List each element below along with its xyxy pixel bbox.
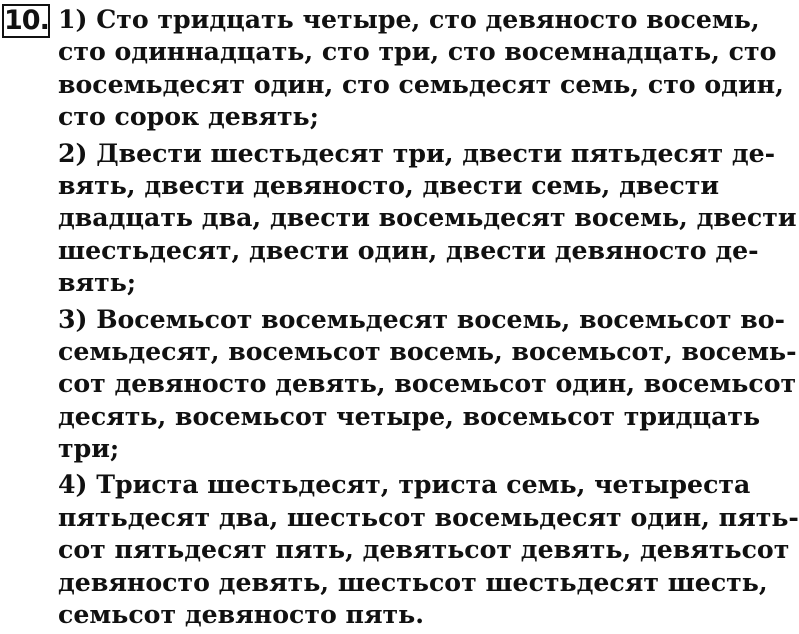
text-line: восемьдесят один, сто семьдесят семь, сто один, xyxy=(58,68,784,99)
text-line: вять, двести девяносто, двести семь, двести xyxy=(58,169,720,200)
text-line: сот пятьдесят пять, девятьсот девять, девятьсот xyxy=(58,534,790,565)
exercise-item-2 xyxy=(58,137,797,299)
text-line: сто сорок девять; xyxy=(58,101,319,132)
text-line: девяносто девять, шестьсот шестьдесят шесть, xyxy=(58,566,768,597)
exercise-item-3 xyxy=(58,303,797,465)
text-line: 1) Сто тридцать четыре, сто девяносто восемь, xyxy=(58,4,760,34)
exercise-number-box: 10. xyxy=(4,5,49,36)
text-line: вять; xyxy=(58,267,137,298)
text-line: сто одиннадцать, сто три, сто восемнадцать, сто xyxy=(58,36,777,67)
exercise-text xyxy=(58,3,799,634)
text-line: сот девяносто девять, восемьсот один, восемьсот xyxy=(58,368,797,399)
text-line: шестьдесят, двести один, двести девяносто де- xyxy=(58,234,759,265)
text-line: три; xyxy=(58,433,120,464)
text-line: пятьдесят два, шестьсот восемьдесят один, пять- xyxy=(58,501,799,532)
text-line: 4) Триста шестьдесят, триста семь, четыреста xyxy=(58,469,751,500)
exercise-item-1 xyxy=(58,3,784,133)
text-line: десять, восемьсот четыре, восемьсот тридцать xyxy=(58,400,761,431)
exercise-item-4 xyxy=(58,468,799,630)
text-line: семьсот девяносто пять. xyxy=(58,599,425,630)
text-line: 3) Восемьсот восемьдесят восемь, восемьсот во- xyxy=(58,303,785,334)
text-line: двадцать два, двести восемьдесят восемь, двести xyxy=(58,202,797,233)
text-line: семьдесят, восемьсот восемь, восемьсот, восемь- xyxy=(58,335,797,366)
text-line: 2) Двести шестьдесят три, двести пятьдесят де- xyxy=(58,137,776,168)
